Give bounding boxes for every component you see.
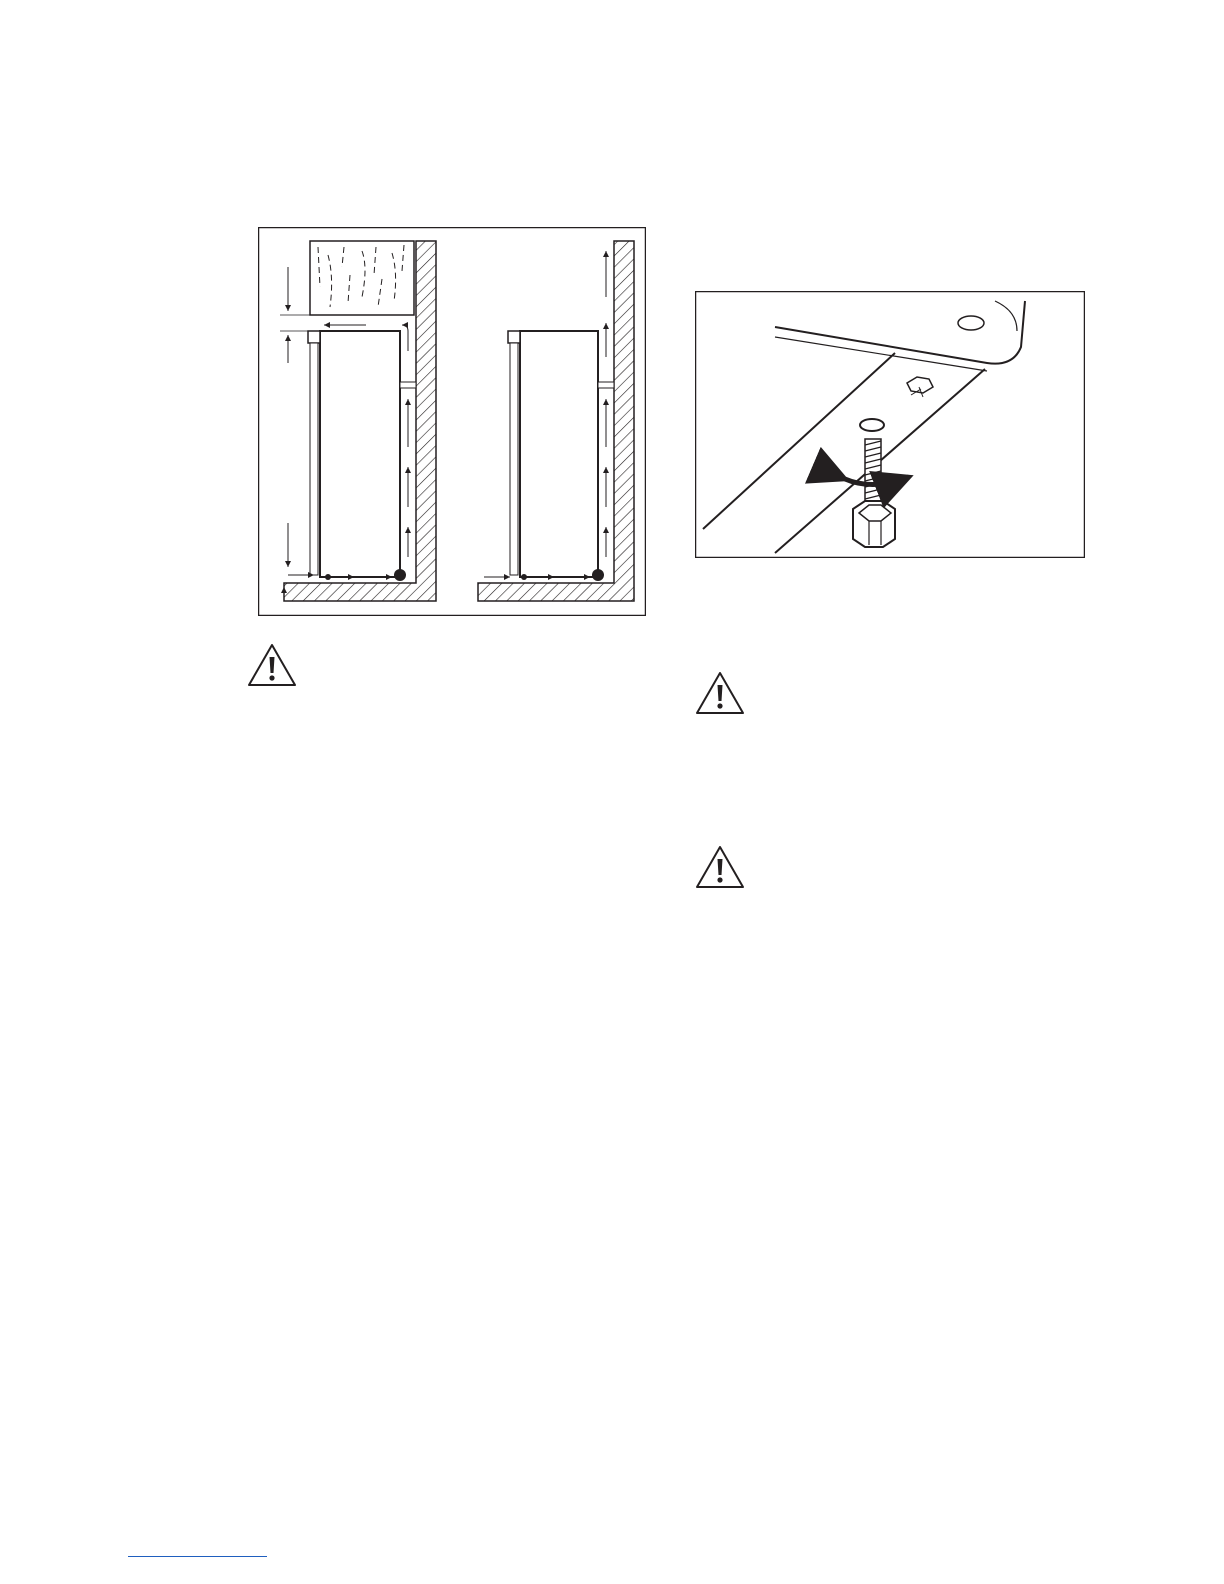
warning-triangle-icon bbox=[247, 643, 297, 687]
ventilation-clearance-figure bbox=[258, 227, 646, 616]
footer-link-underline[interactable] bbox=[128, 1556, 267, 1557]
warning-triangle-icon bbox=[695, 845, 745, 889]
adjustable-feet-figure bbox=[695, 291, 1085, 558]
warning-triangle-icon bbox=[695, 671, 745, 715]
